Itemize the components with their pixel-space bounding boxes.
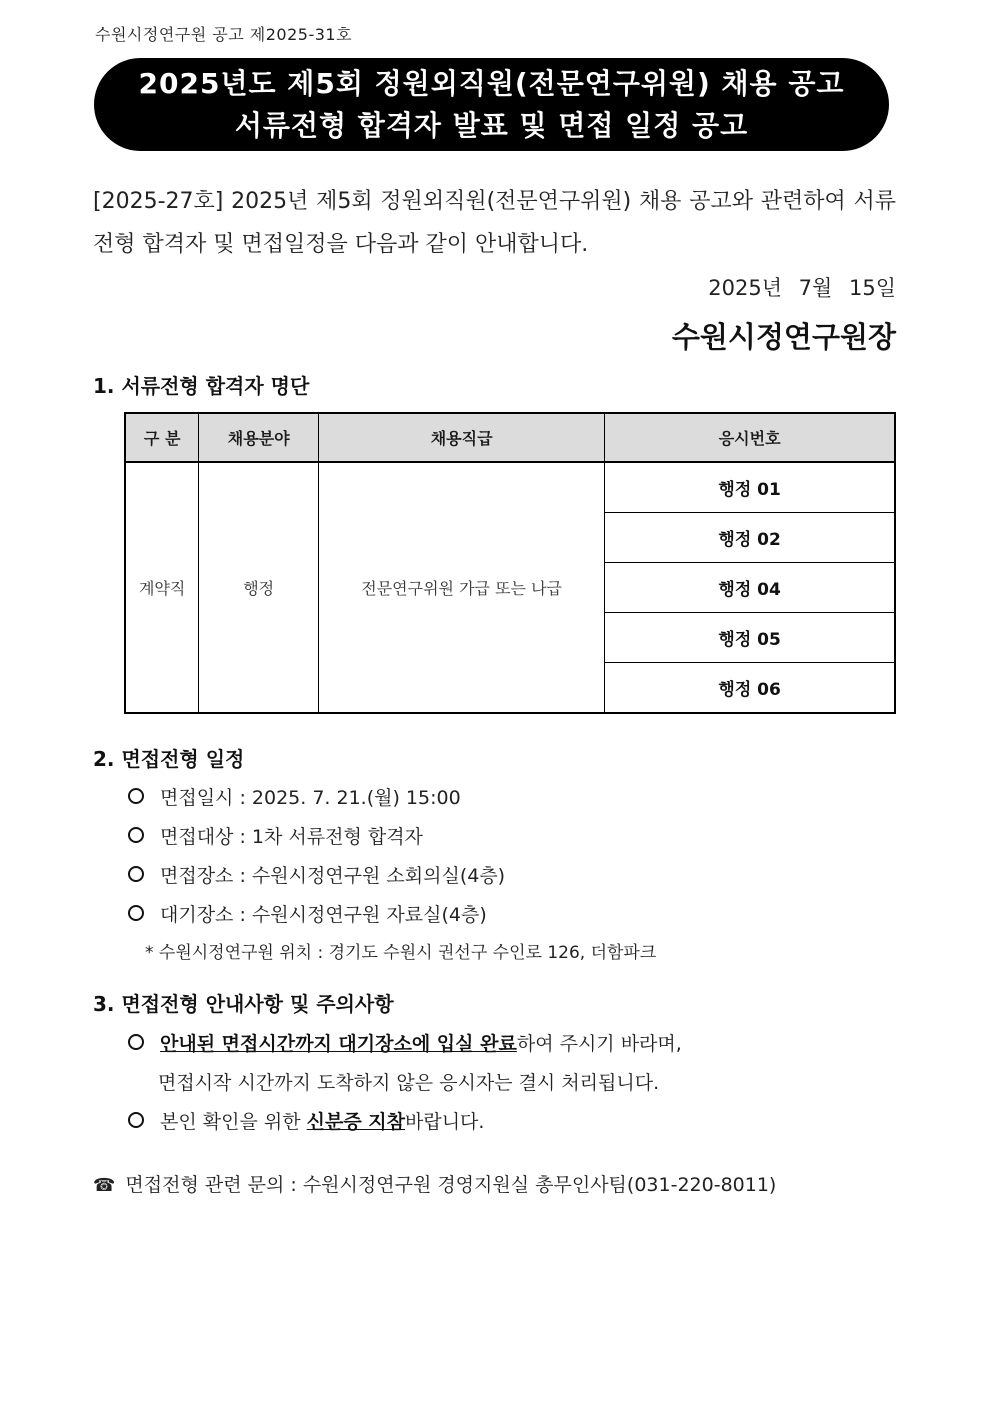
column-header: 채용직급: [319, 413, 605, 462]
circle-bullet-icon: [128, 827, 144, 843]
schedule-item-text: 대기장소 : 수원시정연구원 자료실(4층): [160, 904, 487, 926]
signer: 수원시정연구원장: [671, 320, 896, 354]
guidance-text: 본인 확인을 위한: [160, 1111, 307, 1133]
table-row: [125, 462, 895, 513]
exam-number-cell: 행정 05: [605, 613, 895, 663]
guidance-text: 바랍니다.: [405, 1111, 485, 1133]
guidance-text: 하여 주시기 바라며,: [516, 1033, 682, 1055]
circle-bullet-icon: [128, 905, 144, 921]
circle-bullet-icon: [128, 1112, 144, 1128]
exam-number-cell: 행정 02: [605, 513, 895, 563]
arrival-emphasis: 안내된 면접시간까지 대기장소에 입실 완료: [160, 1033, 517, 1055]
guidance-item: [128, 1107, 484, 1134]
exam-number-cell: 행정 04: [605, 563, 895, 613]
schedule-item: [128, 783, 461, 810]
title-line-1: 2025년도 제5회 정원외직원(전문연구위원) 채용 공고: [138, 66, 845, 100]
circle-bullet-icon: [128, 866, 144, 882]
grade-cell: 전문연구위원 가급 또는 나급: [319, 462, 605, 713]
section1-heading: 1. 서류전형 합격자 명단: [93, 374, 310, 398]
category-cell: 계약직: [125, 462, 199, 713]
contact-text: 면접전형 관련 문의 : 수원시정연구원 경영지원실 총무인사팀(031-220-8011): [125, 1174, 777, 1196]
guidance-item: [128, 1029, 682, 1056]
column-header: 구 분: [125, 413, 199, 462]
schedule-item-text: 면접일시 : 2025. 7. 21.(월) 15:00: [160, 787, 461, 809]
notice-date: 2025년 7월 15일: [708, 276, 896, 300]
phone-icon: ☎: [93, 1175, 116, 1196]
schedule-item: [128, 822, 423, 849]
intro-paragraph: [2025-27호] 2025년 제5회 정원외직원(전문연구위원) 채용 공고와 관련하여 서류전형 합격자 및 면접일정을 다음과 같이 안내합니다.: [93, 189, 896, 257]
schedule-item: [128, 900, 487, 927]
schedule-item-text: 면접대상 : 1차 서류전형 합격자: [160, 826, 423, 848]
field-cell: 행정: [199, 462, 319, 713]
circle-bullet-icon: [128, 1034, 144, 1050]
section2-heading: 2. 면접전형 일정: [93, 747, 245, 771]
result-table: [124, 412, 896, 714]
schedule-item-text: 면접장소 : 수원시정연구원 소회의실(4층): [160, 865, 506, 887]
exam-number-cell: 행정 01: [605, 462, 895, 513]
circle-bullet-icon: [128, 788, 144, 804]
title-line-2: 서류전형 합격자 발표 및 면접 일정 공고: [234, 108, 749, 142]
section3-heading: 3. 면접전형 안내사항 및 주의사항: [93, 992, 394, 1016]
guidance-continued: 면접시작 시간까지 도착하지 않은 응시자는 결시 처리됩니다.: [158, 1072, 660, 1094]
exam-number-cell: 행정 06: [605, 663, 895, 714]
column-header: 응시번호: [605, 413, 895, 462]
column-header: 채용분야: [199, 413, 319, 462]
schedule-item: [128, 861, 505, 888]
location-note: * 수원시정연구원 위치 : 경기도 수원시 권선구 수인로 126, 더함파크: [145, 943, 657, 963]
notice-number: 수원시정연구원 공고 제2025-31호: [95, 25, 353, 44]
id-card-emphasis: 신분증 지참: [306, 1111, 405, 1133]
contact-line: [93, 1170, 776, 1197]
title-banner: [94, 58, 889, 151]
